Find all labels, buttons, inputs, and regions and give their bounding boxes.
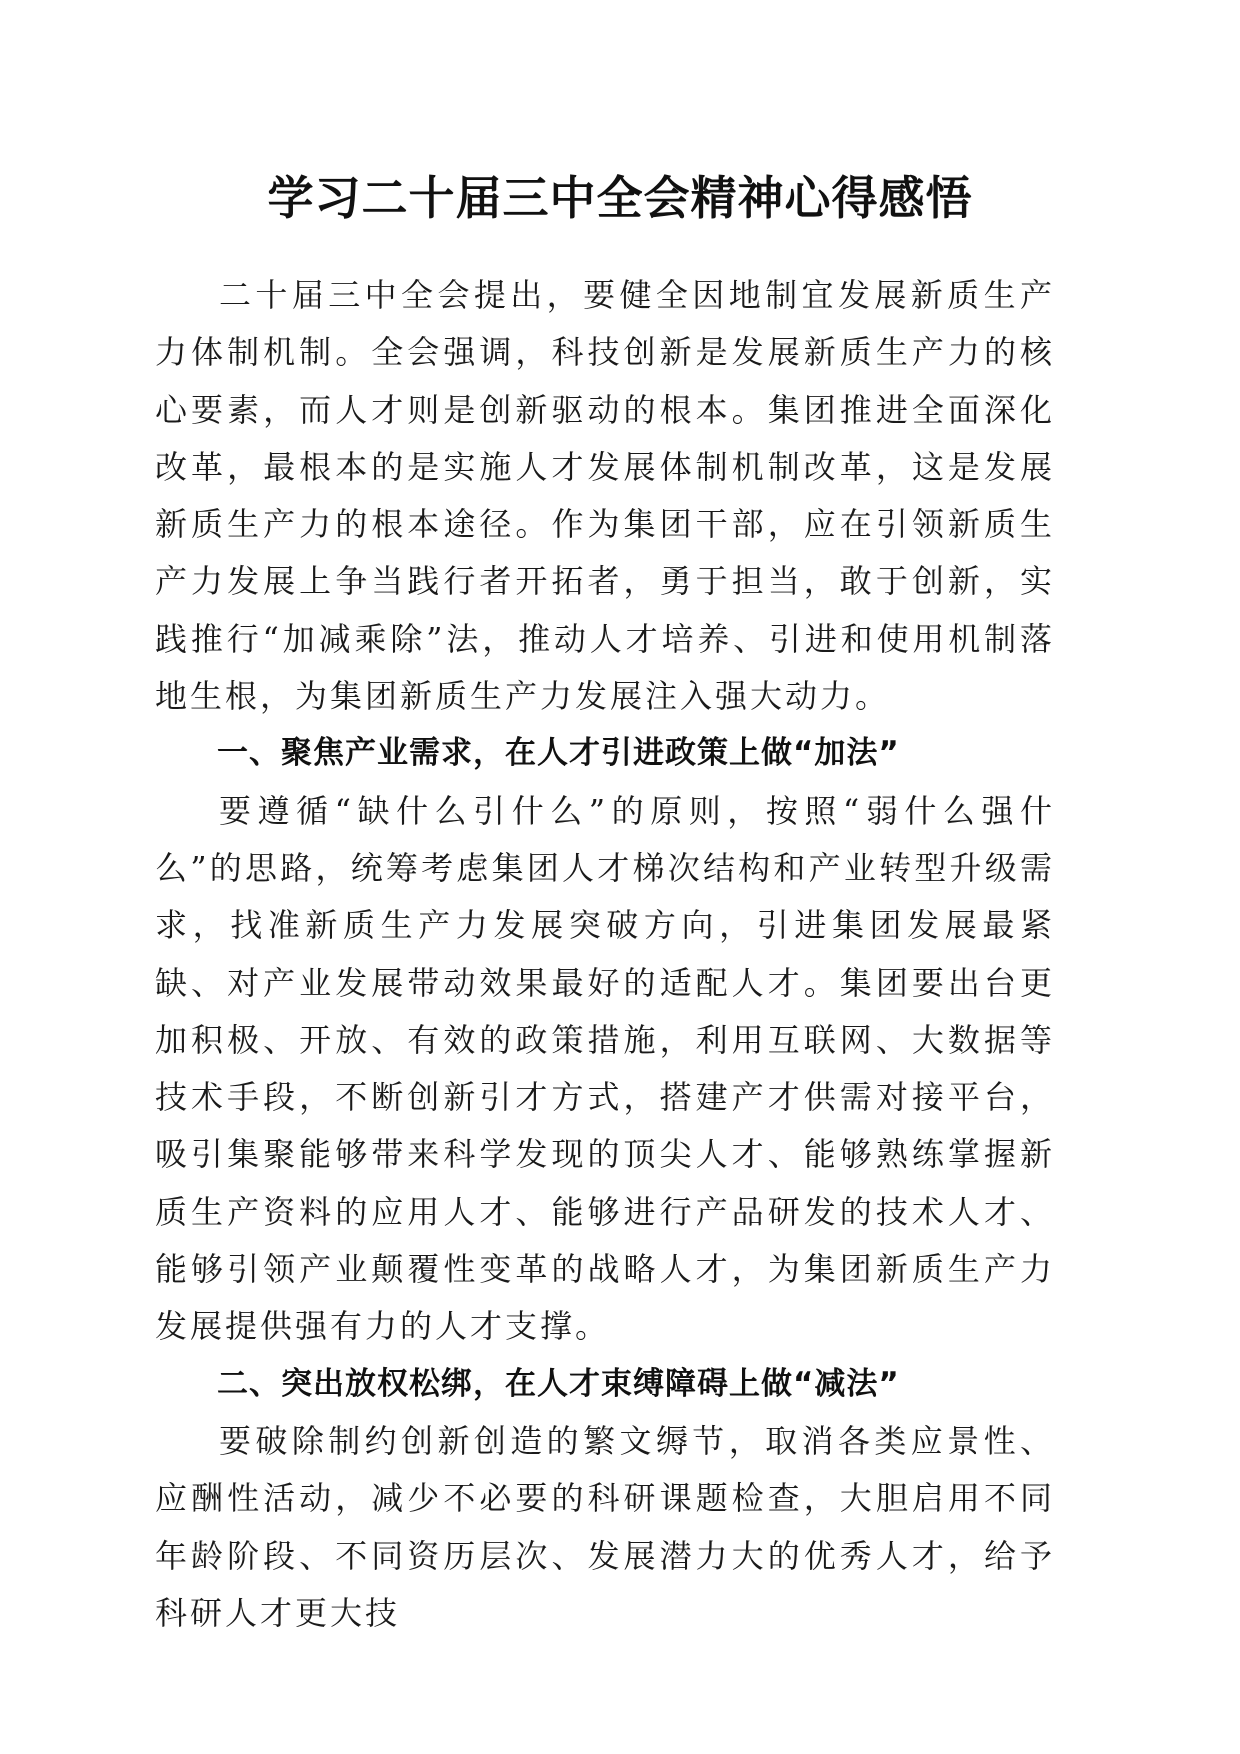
document-body — [155, 267, 1055, 1642]
section-paragraph-1: 要遵循“缺什么引什么”的原则，按照“弱什么强什么”的思路，统筹考虑集团人才梯次结构和产业转型升级需求，找准新质生产力发展突破方向，引进集团发展最紧缺、对产业发展带动效果最好的适配人才。集团要出台更加积极、开放、有效的政策措施，利用互联网、大数据等技术手段，不断创新引才方式，搭建产才供需对接平台，吸引集聚能够带来科学发现的顶尖人才、能够熟练掌握新质生产资料的应用人才、能够进行产品研发的技术人才、能够引领产业颠覆性变革的战略人才，为集团新质生产力发展提供强有力的人才支撑。 — [155, 791, 1055, 1346]
section-heading-2: 二、突出放权松绑，在人才束缚障碍上做“减法” — [217, 1365, 900, 1402]
intro-paragraph: 二十届三中全会提出，要健全因地制宜发展新质生产力体制机制。全会强调，科技创新是发展新质生产力的核心要素，而人才则是创新驱动的根本。集团推进全面深化改革，最根本的是实施人才发展体制机制改革，这是发展新质生产力的根本途径。作为集团干部，应在引领新质生产力发展上争当践行者开拓者，勇于担当，敢于创新，实践推行“加减乘除”法，推动人才培养、引进和使用机制落地生根，为集团新质生产力发展注入强大动力。 — [155, 276, 1055, 716]
section-paragraph-2: 要破除制约创新创造的繁文缛节，取消各类应景性、应酬性活动，减少不必要的科研课题检查，大胆启用不同年龄阶段、不同资历层次、发展潜力大的优秀人才，给予科研人才更大技 — [155, 1421, 1055, 1632]
section-heading-1: 一、聚焦产业需求，在人才引进政策上做“加法” — [217, 735, 900, 772]
page-title: 学习二十届三中全会精神心得感悟 — [267, 171, 973, 225]
